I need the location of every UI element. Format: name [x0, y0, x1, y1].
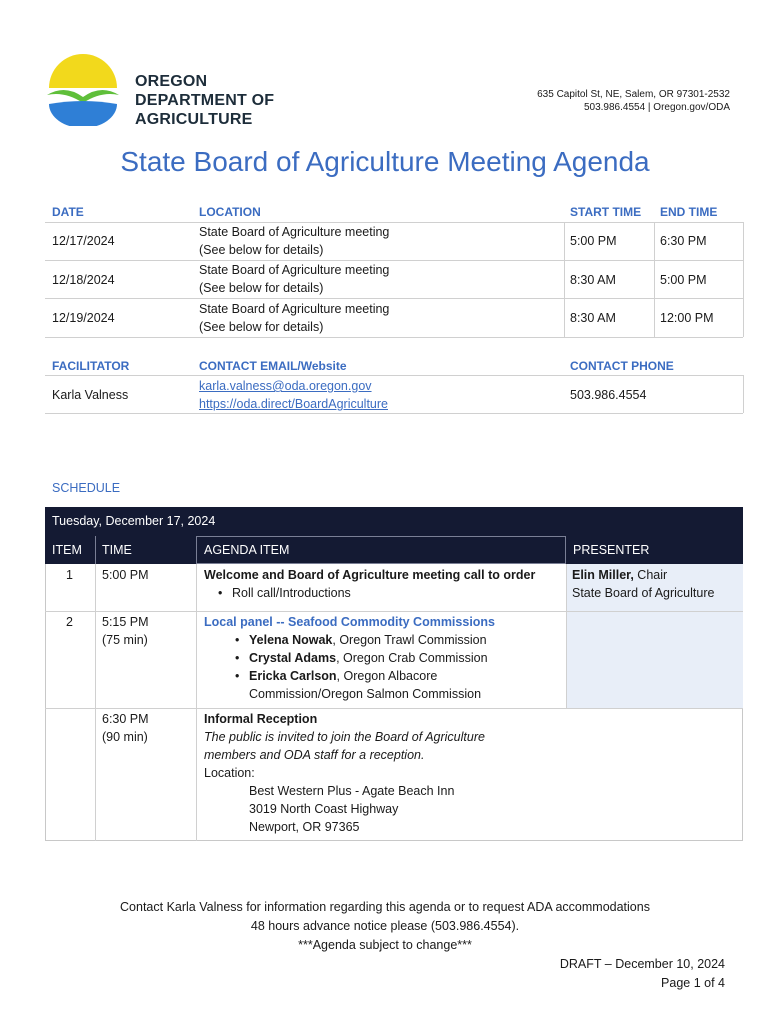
address-line-1: 635 Capitol St, NE, Salem, OR 97301-2532 [537, 89, 730, 100]
header-contact-phone: CONTACT PHONE [570, 359, 674, 373]
header-end-time: END TIME [660, 205, 718, 219]
meeting-end-time: 12:00 PM [660, 311, 714, 325]
footer-line-2: 48 hours advance notice please (503.986.4554). [250, 919, 520, 933]
presenter-role: Chair [633, 568, 668, 582]
schedule-label: SCHEDULE [52, 481, 121, 495]
agenda-item-title: Informal Reception [204, 712, 318, 726]
schedule-item-number: 2 [66, 615, 73, 629]
meeting-location [199, 261, 389, 297]
reception-description-line-1: The public is invited to join the Board of Agriculture [204, 730, 485, 744]
footer-line-3: ***Agenda subject to change*** [298, 938, 472, 952]
facilitator-name: Karla Valness [52, 388, 129, 402]
panelist [235, 649, 564, 667]
panelist-org: , Oregon Crab Commission [336, 651, 488, 665]
bullet-icon: • [235, 669, 240, 683]
header-agenda-item: AGENDA ITEM [204, 543, 290, 557]
org-line-3: AGRICULTURE [135, 111, 253, 128]
schedule-day-header: Tuesday, December 17, 2024 [45, 507, 743, 536]
agenda-item-title: Local panel -- Seafood Commodity Commissions [204, 615, 496, 629]
agenda-item-reception [204, 710, 564, 836]
header-location: LOCATION [199, 205, 261, 219]
panelist [235, 667, 564, 703]
contact-email-link[interactable]: karla.valness@oda.oregon.gov [199, 379, 372, 393]
org-line-1: OREGON [135, 73, 208, 90]
location-line: State Board of Agriculture meeting [199, 263, 390, 277]
location-note: (See below for details) [199, 243, 324, 257]
panelist-name: Yelena Nowak [249, 633, 333, 647]
meeting-start-time: 8:30 AM [570, 273, 616, 287]
agenda-item-title: Welcome and Board of Agriculture meeting call to order [204, 568, 536, 582]
agenda-item-welcome [204, 566, 564, 602]
schedule-time: 6:30 PM [102, 712, 149, 726]
footer-notice [0, 898, 770, 955]
board-website-link[interactable]: https://oda.direct/BoardAgriculture [199, 397, 388, 411]
meeting-date: 12/18/2024 [52, 273, 115, 287]
reception-venue: Best Western Plus - Agate Beach Inn [249, 784, 455, 798]
location-line: State Board of Agriculture meeting [199, 225, 390, 239]
bullet-icon: • [235, 651, 240, 665]
schedule-time: 5:00 PM [102, 568, 149, 582]
draft-info [560, 955, 725, 993]
schedule-duration: (75 min) [102, 633, 148, 647]
reception-city: Newport, OR 97365 [249, 820, 360, 834]
panelist-name: Ericka Carlson [249, 669, 337, 683]
contact-links [199, 377, 388, 413]
meeting-date: 12/19/2024 [52, 311, 115, 325]
location-label: Location: [204, 766, 255, 780]
schedule-time: 5:15 PM [102, 615, 149, 629]
org-address [537, 88, 730, 114]
header-start-time: START TIME [570, 205, 642, 219]
schedule-time-block [102, 710, 149, 746]
reception-street: 3019 North Coast Highway [249, 802, 399, 816]
header-date: DATE [52, 205, 84, 219]
location-note: (See below for details) [199, 281, 324, 295]
agenda-item-local-panel [204, 613, 564, 703]
location-line: State Board of Agriculture meeting [199, 302, 390, 316]
org-line-2: DEPARTMENT OF [135, 92, 275, 109]
header-time: TIME [102, 543, 132, 557]
draft-date: DRAFT – December 10, 2024 [559, 957, 725, 971]
meeting-date: 12/17/2024 [52, 234, 115, 248]
reception-description-line-2: members and ODA staff for a reception. [204, 748, 425, 762]
agenda-bullet-text: Roll call/Introductions [232, 586, 351, 600]
footer-line-1: Contact Karla Valness for information regarding this agenda or to request ADA accommodations [120, 900, 650, 914]
bullet-icon: • [235, 633, 240, 647]
organization-name [135, 72, 274, 129]
schedule-duration: (90 min) [102, 730, 148, 744]
header-presenter: PRESENTER [573, 543, 650, 557]
bullet-icon: • [218, 586, 223, 600]
header-item: ITEM [52, 543, 82, 557]
presenter-org: State Board of Agriculture [572, 586, 715, 600]
oda-logo-icon [45, 50, 121, 126]
meeting-location [199, 223, 389, 259]
page-number: Page 1 of 4 [661, 976, 725, 990]
presenter-info [572, 566, 714, 602]
agenda-bullet [218, 584, 564, 602]
header-facilitator: FACILITATOR [52, 359, 130, 373]
panelist-org: , Oregon Albacore [336, 669, 438, 683]
panelist-name: Crystal Adams [249, 651, 337, 665]
header-contact-email: CONTACT EMAIL/Website [199, 359, 347, 373]
panelist-org: , Oregon Trawl Commission [332, 633, 487, 647]
schedule-time-block [102, 613, 149, 649]
meeting-location [199, 300, 389, 336]
meeting-end-time: 5:00 PM [660, 273, 707, 287]
page-title: State Board of Agriculture Meeting Agenda [120, 146, 650, 177]
meeting-start-time: 8:30 AM [570, 311, 616, 325]
panelist [235, 631, 564, 649]
contact-phone: 503.986.4554 [570, 388, 647, 402]
meeting-start-time: 5:00 PM [570, 234, 617, 248]
panelist-org-continued: Commission/Oregon Salmon Commission [249, 687, 482, 701]
address-line-2: 503.986.4554 | Oregon.gov/ODA [583, 102, 730, 113]
location-note: (See below for details) [199, 320, 324, 334]
meeting-end-time: 6:30 PM [660, 234, 707, 248]
presenter-name: Elin Miller, [572, 568, 634, 582]
schedule-item-number: 1 [66, 568, 73, 582]
